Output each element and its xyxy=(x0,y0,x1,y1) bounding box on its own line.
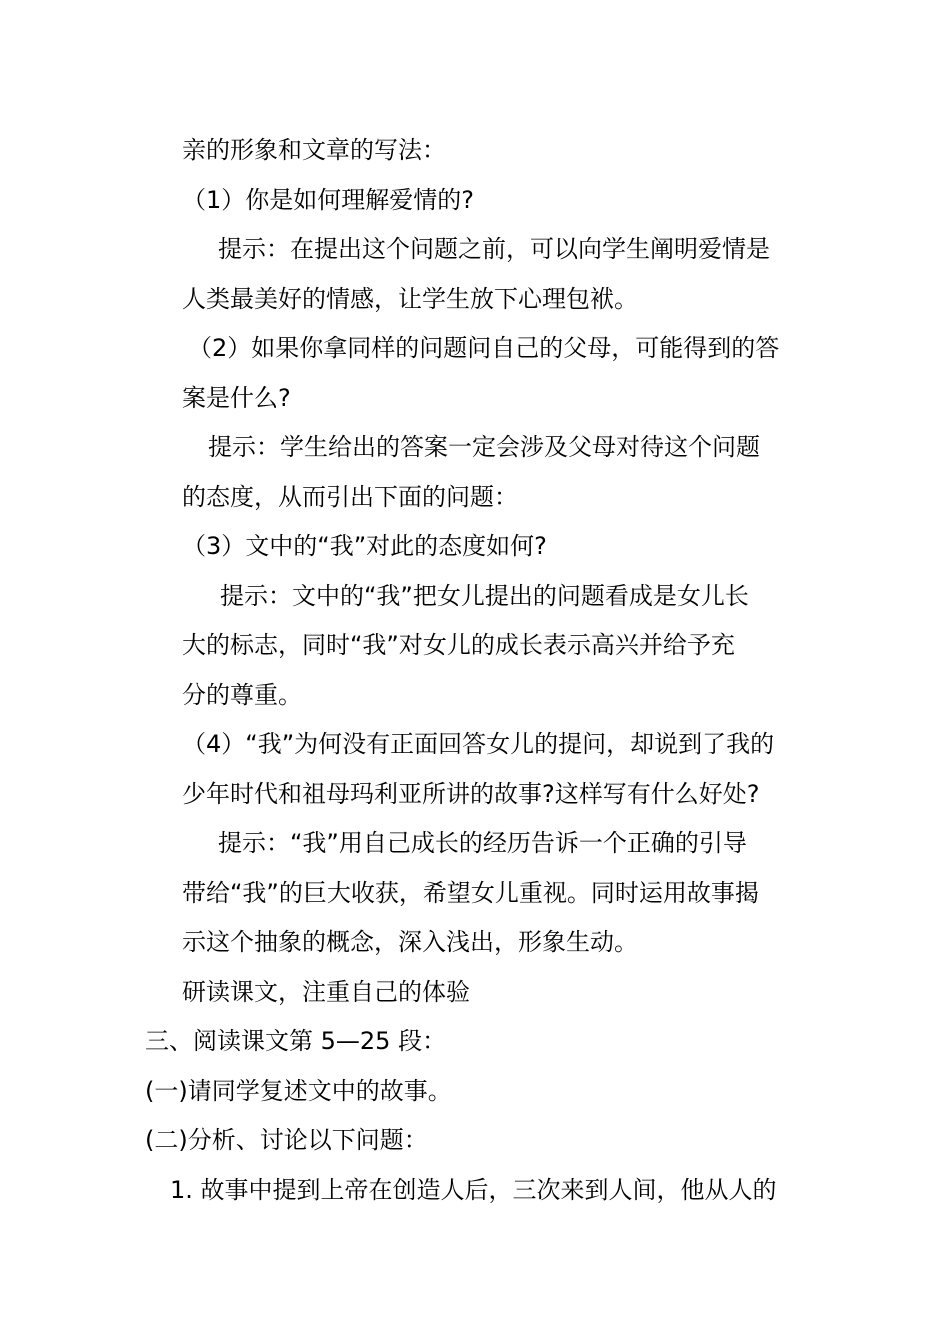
question-2-line-2: 案是什么? xyxy=(182,384,291,412)
hint-3-line-2: 大的标志，同时“我”对女儿的成长表示高兴并给予充 xyxy=(182,631,735,659)
subsection-1: (一)请同学复述文中的故事。 xyxy=(145,1077,452,1105)
question-2-line-1: （2）如果你拿同样的问题问自己的父母，可能得到的答 xyxy=(188,334,780,362)
study-heading: 研读课文，注重自己的体验 xyxy=(182,978,470,1006)
question-3: （3）文中的“我”对此的态度如何? xyxy=(182,532,547,560)
subsection-2: (二)分析、讨论以下问题： xyxy=(145,1126,428,1154)
item-1-line-1: 1. 故事中提到上帝在创造人后，三次来到人间，他从人的 xyxy=(170,1176,777,1204)
hint-2-line-1: 提示：学生给出的答案一定会涉及父母对待这个问题 xyxy=(208,433,760,461)
hint-1-line-2: 人类最美好的情感，让学生放下心理包袱。 xyxy=(182,285,638,313)
question-4-line-2: 少年时代和祖母玛利亚所讲的故事?这样写有什么好处? xyxy=(182,780,760,808)
hint-1-line-1: 提示：在提出这个问题之前，可以向学生阐明爱情是 xyxy=(218,235,770,263)
section-3-heading: 三、阅读课文第 5—25 段： xyxy=(145,1027,447,1055)
text-line-1: 亲的形象和文章的写法： xyxy=(182,136,446,164)
hint-4-line-1: 提示：“我”用自己成长的经历告诉一个正确的引导 xyxy=(218,829,747,857)
question-4-line-1: （4）“我”为何没有正面回答女儿的提问，却说到了我的 xyxy=(182,730,775,758)
hint-4-line-2: 带给“我”的巨大收获，希望女儿重视。同时运用故事揭 xyxy=(182,879,759,907)
hint-3-line-1: 提示：文中的“我”把女儿提出的问题看成是女儿长 xyxy=(220,582,749,610)
question-1: （1）你是如何理解爱情的? xyxy=(182,186,475,214)
hint-3-line-3: 分的尊重。 xyxy=(182,681,302,709)
hint-2-line-2: 的态度，从而引出下面的问题： xyxy=(182,483,518,511)
hint-4-line-3: 示这个抽象的概念，深入浅出，形象生动。 xyxy=(182,928,638,956)
